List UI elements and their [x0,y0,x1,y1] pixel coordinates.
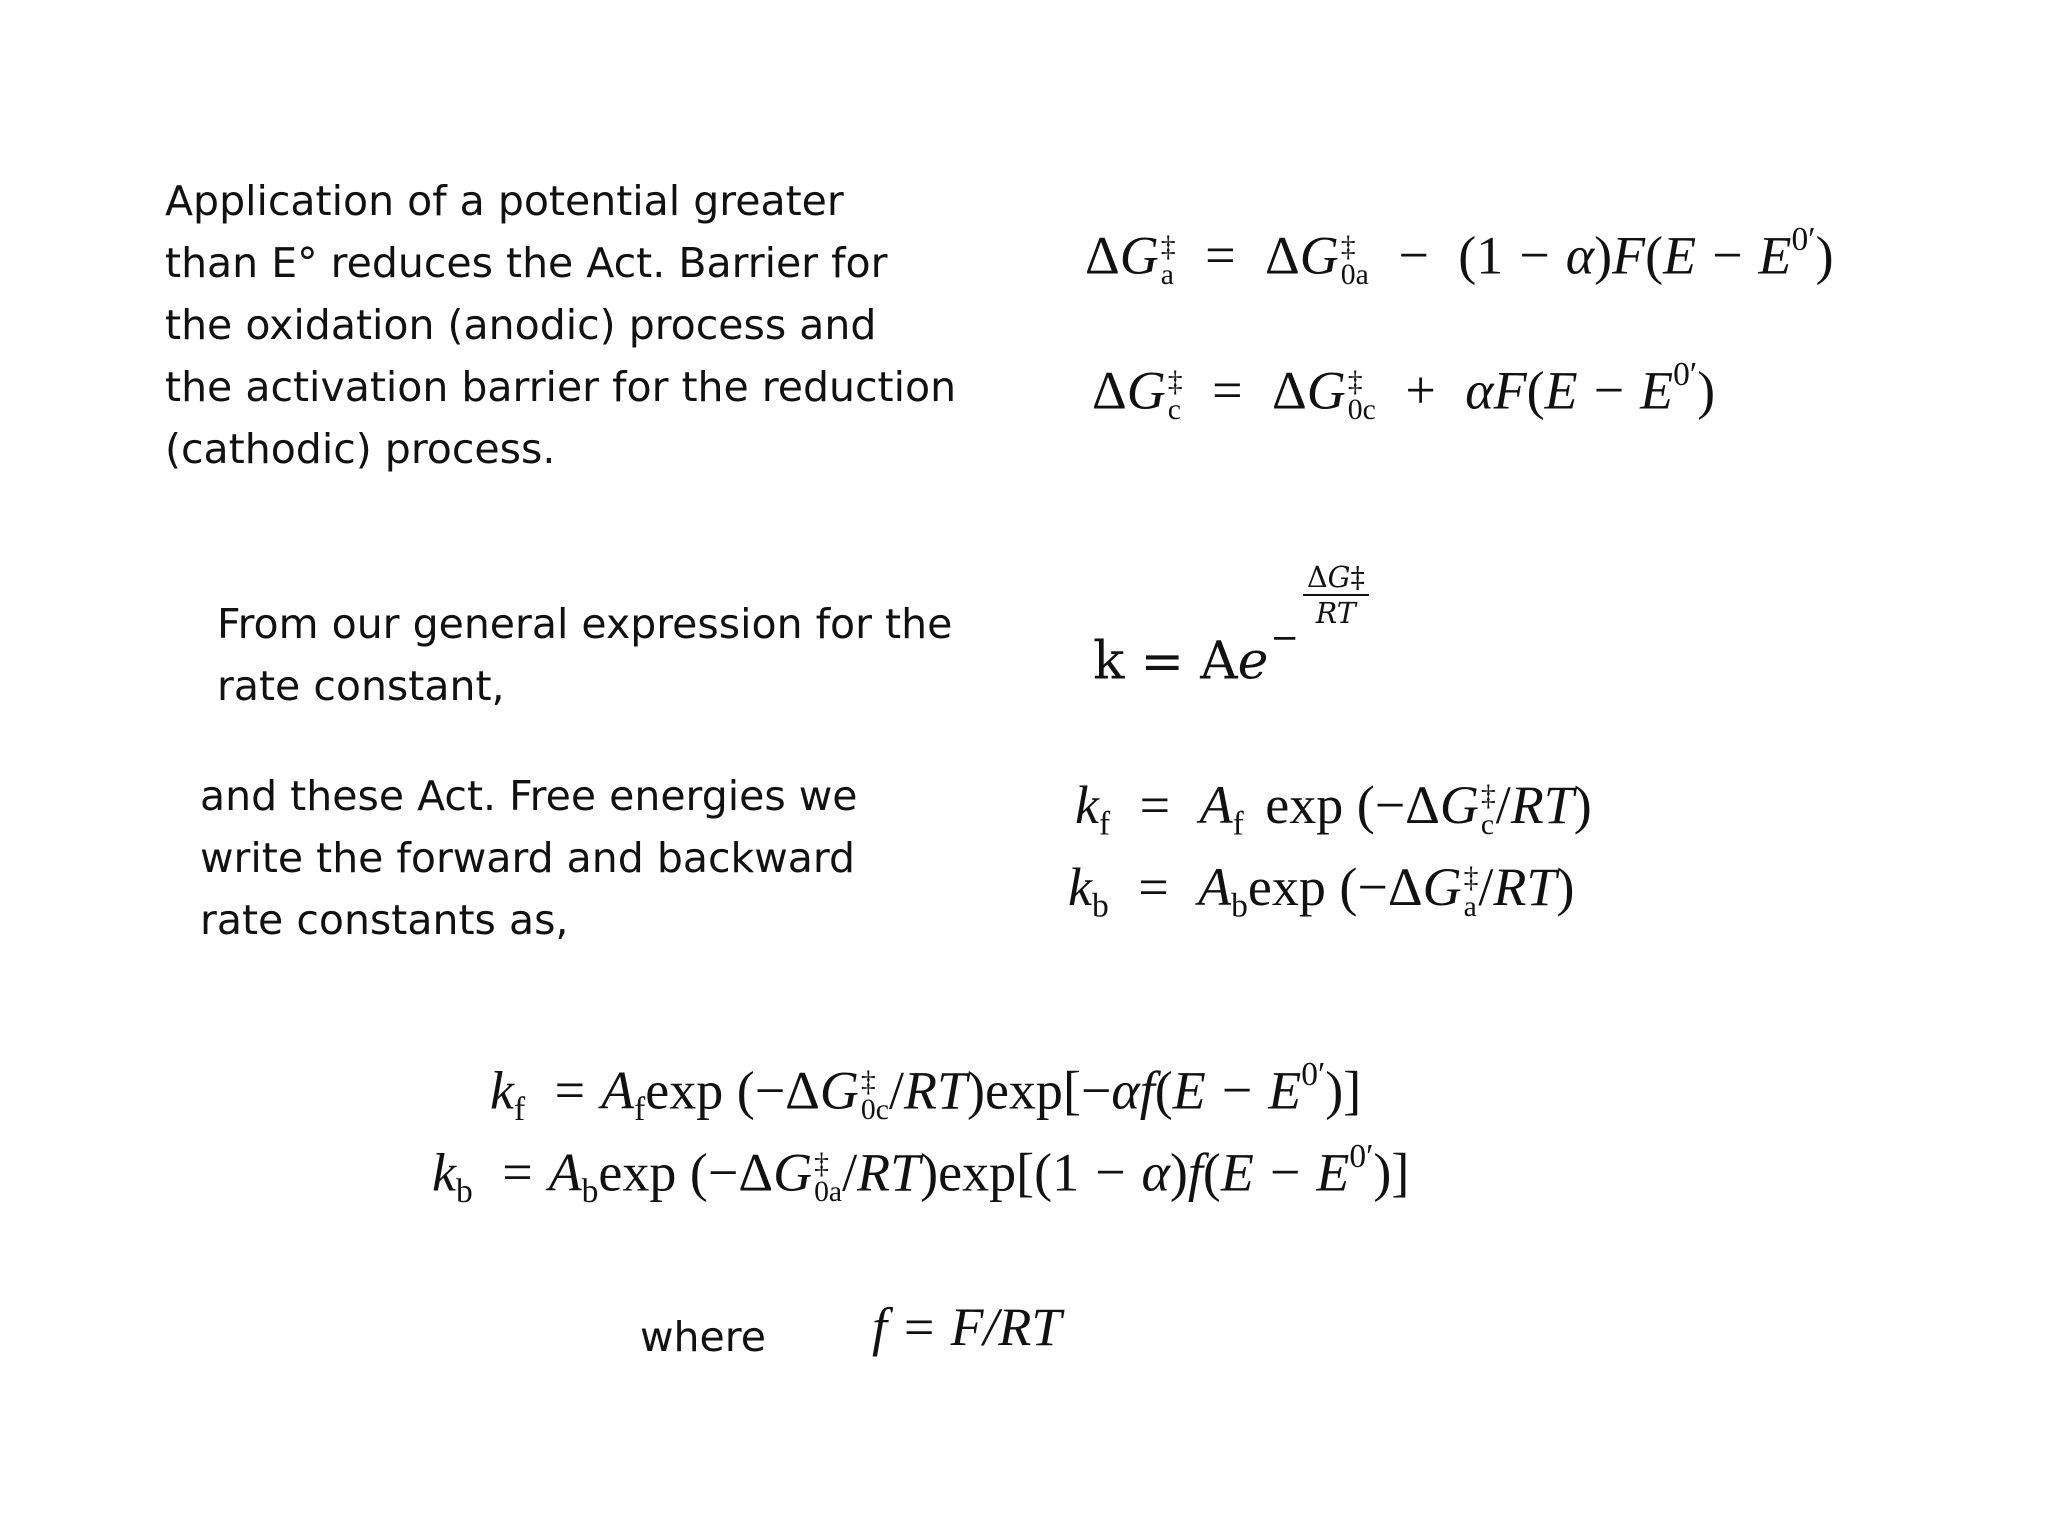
intro-line: (cathodic) process. [165,425,556,473]
forward-rate-expanded-equation: $k_f = A_f\exp$ (−ΔG ‡ 0c $/RT)\exp[-\alpha f(E - E^{0'})]$ [490,1056,1362,1129]
intro-line: Application of a potential greater [165,177,844,225]
forward-rate-equation: $k_f = A_f$ exp (−ΔG ‡ c /RT) [1075,775,1592,843]
free-energies-line: rate constants as, [200,896,569,944]
free-energies-line: and these Act. Free energies we [200,772,858,820]
free-energies-paragraph [200,765,857,951]
general-line: rate constant, [217,662,505,710]
where-label: where [640,1313,766,1361]
intro-line: the oxidation (anodic) process and [165,301,877,349]
general-line: From our general expression for the [217,600,953,648]
rate-constant-equation: k = Ae− $\frac{\Delta G\ddagger}{RT}$ [1093,560,1369,692]
intro-line: than E° reduces the Act. Barrier for [165,239,888,287]
intro-line: the activation barrier for the reduction [165,363,957,411]
f-definition-equation: f = F/RT [872,1297,1062,1357]
intro-paragraph [165,170,956,480]
free-energies-line: write the forward and backward [200,834,856,882]
backward-rate-equation: $k_b = A_b\exp$ (−ΔG ‡ a /RT) [1068,857,1575,925]
backward-rate-expanded-equation: $k_b = A_b\exp$ (−ΔG ‡ 0a $/RT)\exp[(1 - \alpha)f(E - E^{0'})]$ [432,1138,1410,1211]
anodic-activation-equation: ΔG ‡ a = ΔG ‡ 0a − $(1 - \alpha)F(E - E^{0'})$ [1085,221,1834,292]
cathodic-activation-equation: ΔG ‡ c = ΔG ‡ 0c + $\alpha F(E - E^{0'})$ [1092,356,1716,427]
general-expression-paragraph [217,593,952,717]
